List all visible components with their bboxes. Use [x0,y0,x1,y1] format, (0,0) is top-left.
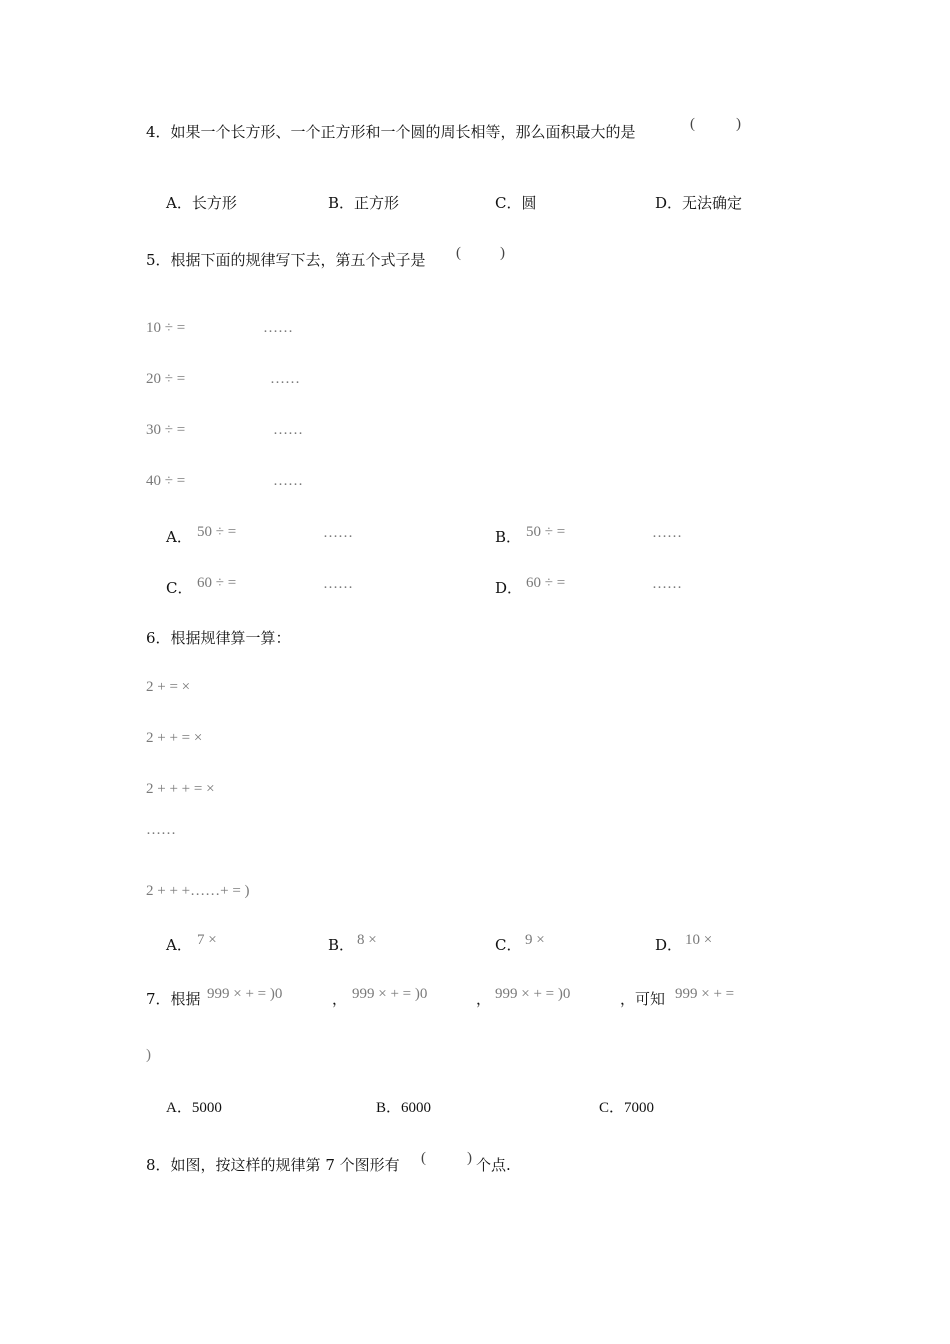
q5-line-3: 30 ÷ = [146,422,186,438]
q5-line-2: 20 ÷ = [146,371,186,387]
q5-option-d[interactable] [495,581,522,596]
q6-option-d[interactable] [655,938,682,953]
q6-option-c-expr: 9 × [525,932,545,948]
q4-paren-open: ( [690,116,695,132]
q7-option-a[interactable]: A．5000 [166,1100,222,1116]
q4-option-c[interactable]: C．圆 [495,194,537,212]
q5-paren-open: ( [456,245,461,261]
q5-option-c-tail: …… [323,576,353,592]
q4-stem: 4．如果一个长方形、一个正方形和一个圆的周长相等，那么面积最大的是 [146,123,636,141]
q5-line-3-tail: …… [273,422,303,438]
q7-option-c[interactable]: C．7000 [599,1100,655,1116]
q4-option-b[interactable]: B．正方形 [328,194,400,212]
q5-line-2-tail: …… [270,371,300,387]
q8-paren-open: ( [421,1150,426,1166]
q7-paren-close: ) [146,1047,151,1063]
q5-stem: 5．根据下面的规律写下去，第五个式子是 [146,251,426,269]
q6-option-b-label: B． [328,936,355,954]
q6-option-a-label: A． [166,936,192,954]
q5-option-a-label: A． [166,528,192,546]
q5-option-b-expr: 50 ÷ = [526,524,566,540]
q7-expr-4: 999 × + = [675,986,735,1002]
q7-sep-1: ， [332,990,348,1008]
q8-paren-close: ) [467,1150,472,1166]
q5-option-d-tail: …… [652,576,682,592]
q7-sep-2: ， [476,990,492,1008]
q6-line-2: 2 + + = × [146,730,203,746]
q5-option-b[interactable] [495,530,521,545]
q4-paren-close: ) [736,116,741,132]
q7-sep-3: ，可知 [620,990,666,1008]
q6-option-c[interactable] [495,938,521,953]
q5-option-b-label: B． [495,528,522,546]
q5-line-1: 10 ÷ = [146,320,186,336]
q5-option-c-expr: 60 ÷ = [197,575,237,591]
q7-expr-1: 999 × + = )0 [207,986,283,1002]
q6-option-d-label: D． [655,936,683,954]
q5-option-a-tail: …… [323,525,353,541]
q5-option-a[interactable] [166,530,192,545]
q7-expr-3: 999 × + = )0 [495,986,571,1002]
q4-option-a[interactable]: A．长方形 [166,194,237,212]
q4-option-d[interactable]: D．无法确定 [655,194,743,212]
q6-option-b[interactable] [328,938,354,953]
q7-option-b[interactable]: B．6000 [376,1100,432,1116]
q5-line-4-tail: …… [273,473,303,489]
q6-stem: 6．根据规律算一算： [146,629,291,647]
q5-option-c-label: C． [166,579,193,597]
q8-stem: 8．如图，按这样的规律第 7 个图形有 [146,1156,400,1174]
q7-lead: 7．根据 [146,990,201,1008]
q7-expr-2: 999 × + = )0 [352,986,428,1002]
q5-option-c[interactable] [166,581,192,596]
q6-line-3: 2 + + + = × [146,781,215,797]
q6-option-a[interactable] [166,938,192,953]
q8-suffix: 个点. [476,1156,511,1174]
q5-option-b-tail: …… [652,525,682,541]
q5-paren-close: ) [500,245,505,261]
q6-line-ellipsis: …… [146,822,176,838]
q5-option-a-expr: 50 ÷ = [197,524,237,540]
q5-option-d-expr: 60 ÷ = [526,575,566,591]
q6-option-a-expr: 7 × [197,932,217,948]
q6-option-b-expr: 8 × [357,932,377,948]
q5-line-1-tail: …… [263,320,293,336]
q5-line-4: 40 ÷ = [146,473,186,489]
q6-line-1: 2 + = × [146,679,191,695]
q6-option-d-expr: 10 × [685,932,713,948]
q6-option-c-label: C． [495,936,522,954]
q5-option-d-label: D． [495,579,523,597]
q6-line-general: 2 + + +……+ = ) [146,883,250,899]
